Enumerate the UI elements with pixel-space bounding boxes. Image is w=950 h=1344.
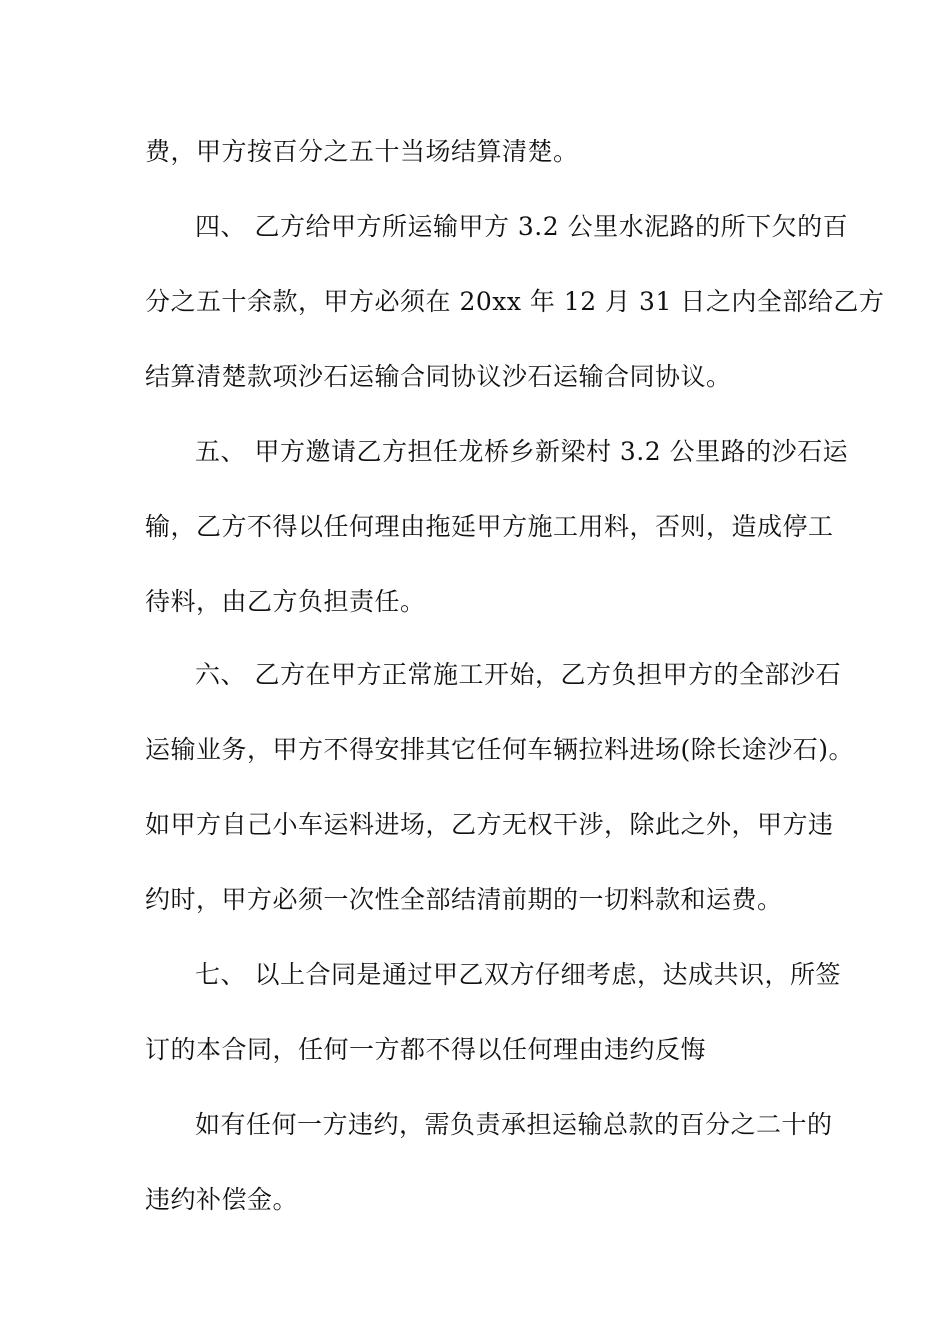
text-line: 待料，由乙方负担责任。 [145,587,426,616]
text-line: 约时，甲方必须一次性全部结清前期的一切料款和运费。 [145,885,783,914]
text-line: 运输业务，甲方不得安排其它任何车辆拉料进场(除长途沙石)。 [145,735,855,764]
text-line: 费，甲方按百分之五十当场结算清楚。 [145,137,579,166]
text-line: 输，乙方不得以任何理由拖延甲方施工用料，否则，造成停工 [145,512,834,541]
text-line: 违约补偿金。 [145,1185,299,1214]
text-line: 结算清楚款项沙石运输合同协议沙石运输合同协议。 [145,362,732,391]
text-line: 分之五十余款，甲方必须在 20xx 年 12 月 31 日之内全部给乙方 [145,287,885,316]
clause-five-heading-line: 五、 甲方邀请乙方担任龙桥乡新梁村 3.2 公里路的沙石运 [195,437,849,466]
clause-seven-heading-line: 七、 以上合同是通过甲乙双方仔细考虑，达成共识，所签 [195,960,841,989]
text-line: 订的本合同，任何一方都不得以任何理由违约反悔 [145,1035,707,1064]
clause-six-heading-line: 六、 乙方在甲方正常施工开始，乙方负担甲方的全部沙石 [195,660,841,689]
penalty-paragraph-line: 如有任何一方违约，需负责承担运输总款的百分之二十的 [195,1110,833,1139]
clause-four-heading-line: 四、 乙方给甲方所运输甲方 3.2 公里水泥路的所下欠的百 [195,212,849,241]
text-line: 如甲方自己小车运料进场，乙方无权干涉，除此之外，甲方违 [145,810,834,839]
